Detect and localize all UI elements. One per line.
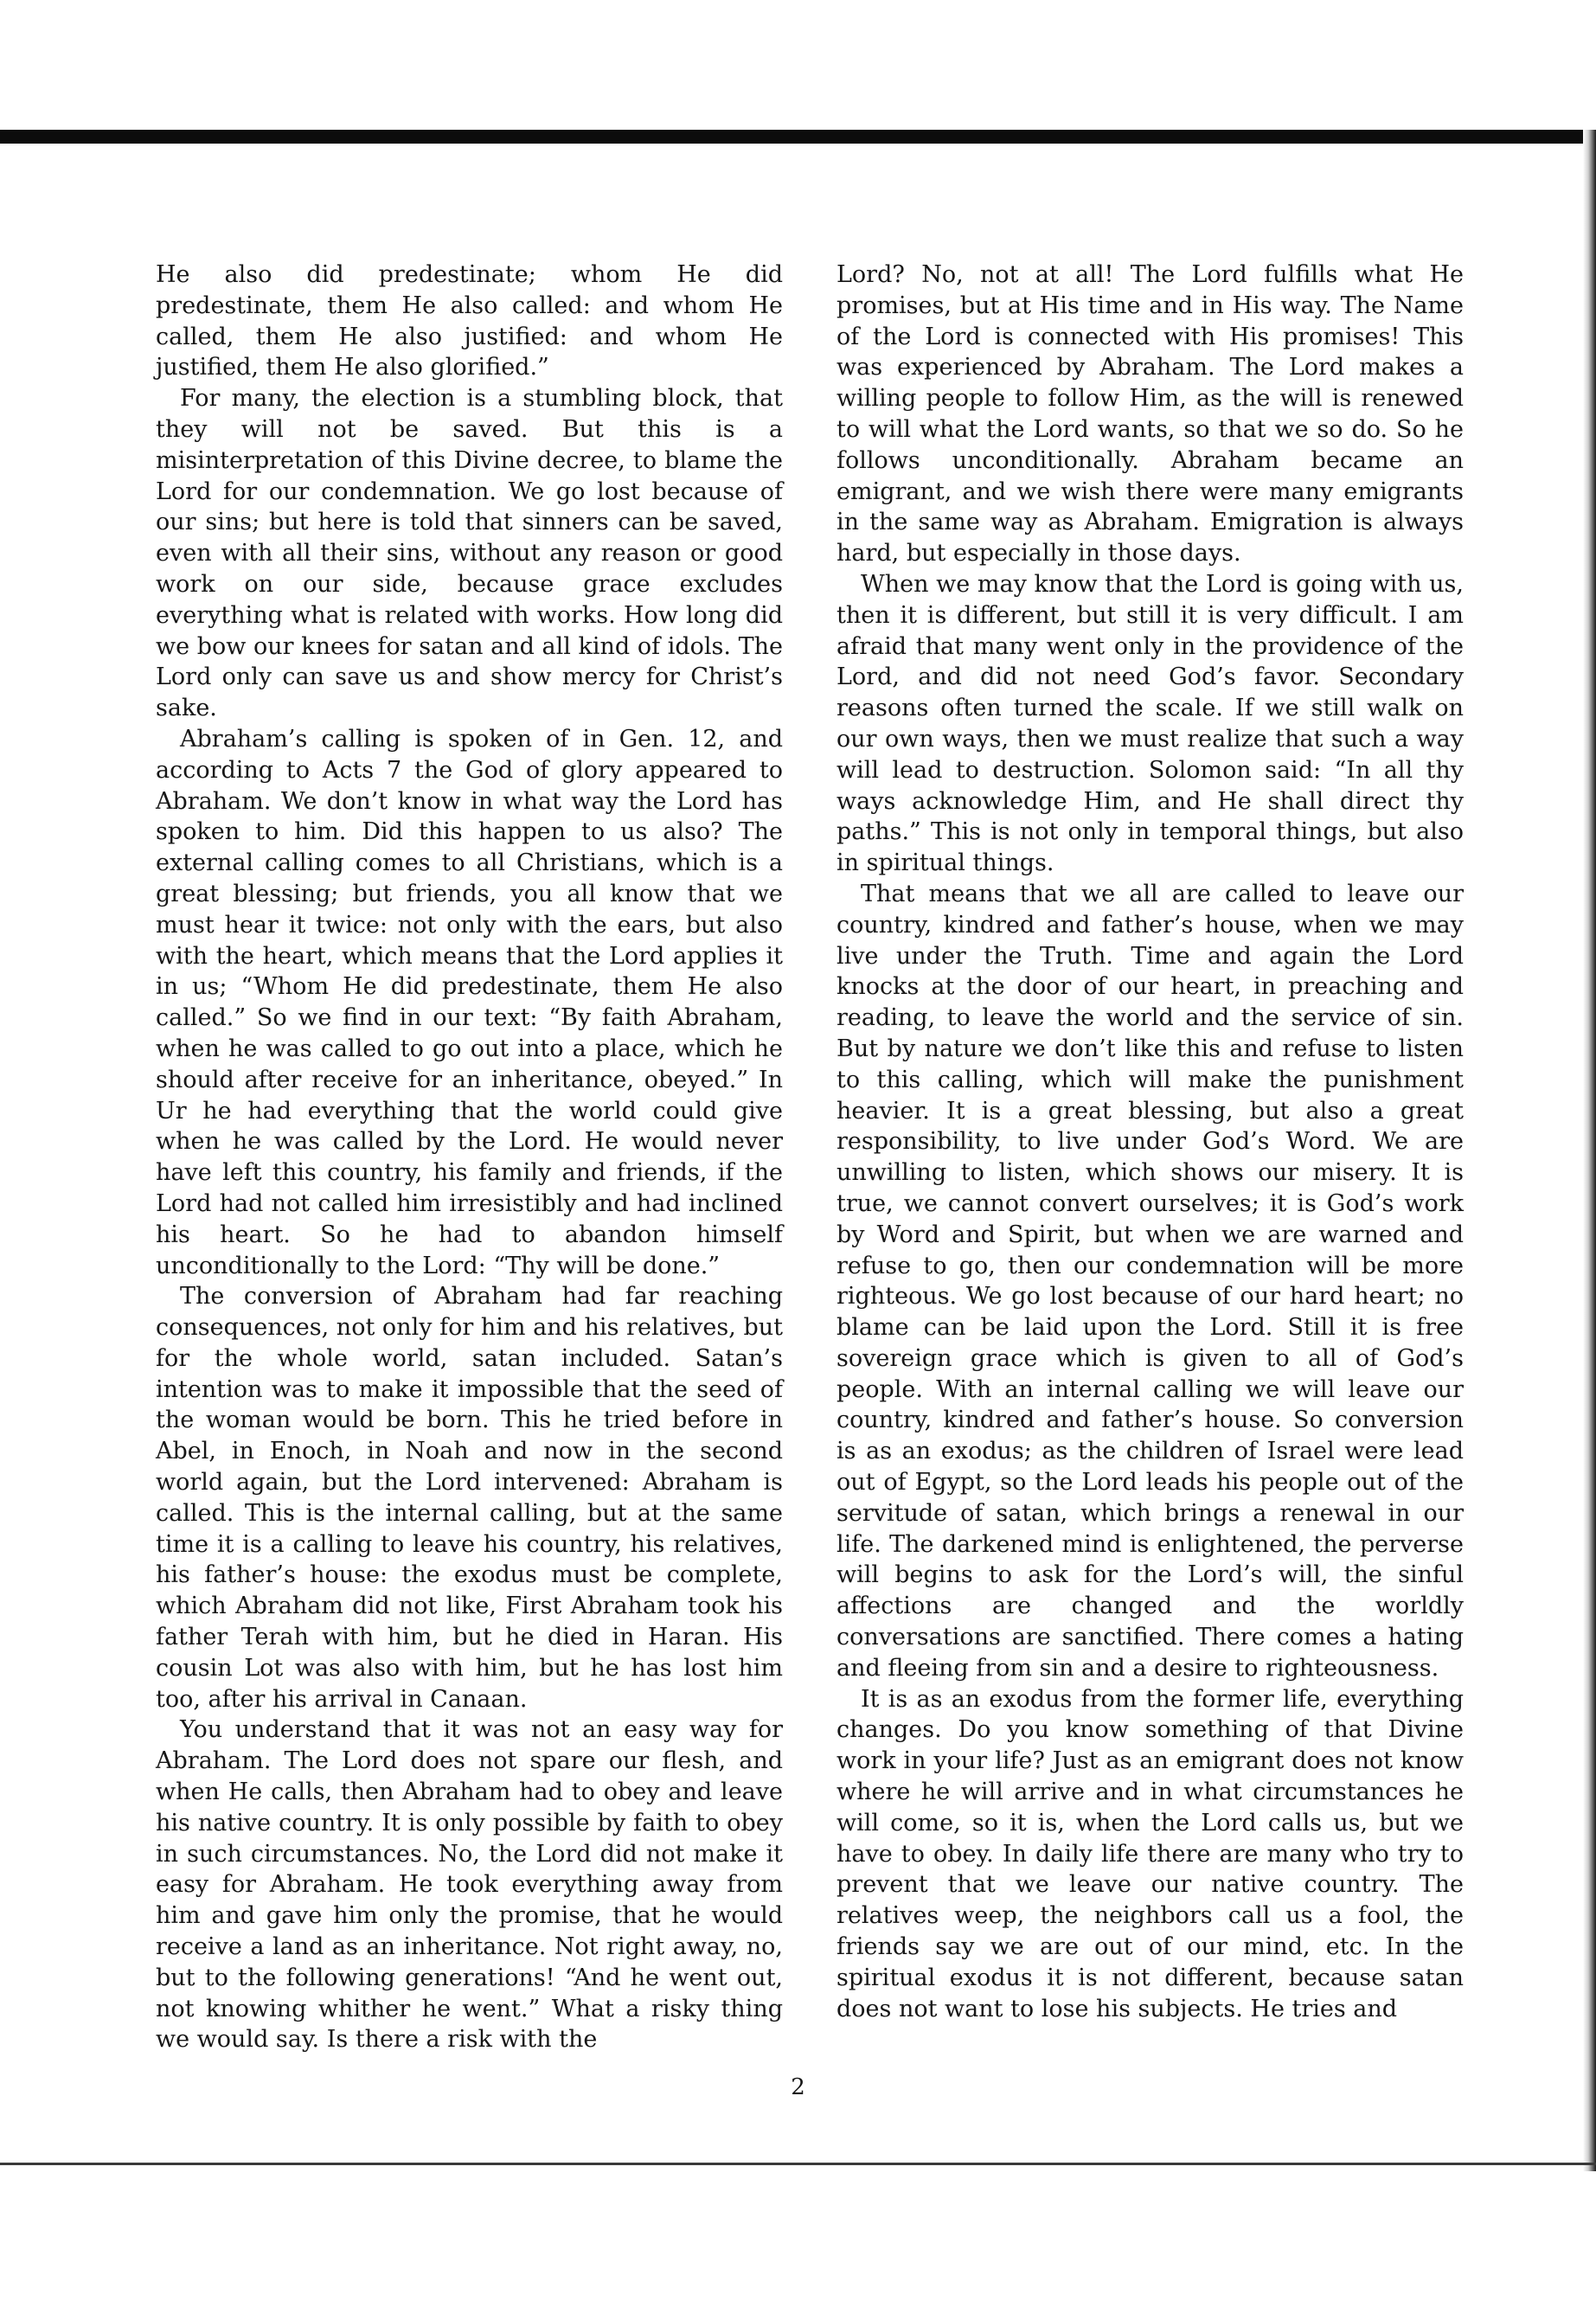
paragraph: That means that we all are called to leave our country, kindred and father’s house, when we may live under the Truth. Time and again the Lord knocks at the door of our heart, in preaching and reading, to leave the world and the service of sin. But by nature we don’t like this and refuse to listen to this calling, which will make the punishment heavier. It is a great blessing, but also a great responsibility, to live under God’s Word. We are unwilling to listen, which shows our misery. It is true, we cannot convert ourselves; it is God’s work by Word and Spirit, but when we are warned and refuse to go, then our condemnation will be more righteous. We go lost because of our hard heart; no blame can be laid upon the Lord. Still it is free sovereign grace which is given to all of God’s people. With an internal calling we will leave our country, kindred and father’s house. So conversion is as an exodus; as the children of Israel were lead out of Egypt, so the Lord leads his people out of the servitude of satan, which brings a renewal in our life. The darkened mind is enlightened, the perverse will begins to ask for the Lord’s will, the sinful affections are changed and the worldly conversations are sanctified. There comes a hating and fleeing from sin and a desire to righteousness. — [836, 880, 1464, 1682]
page-number: 2 — [791, 2074, 805, 2100]
scan-right-border — [1583, 130, 1596, 2171]
scan-bottom-border — [0, 2163, 1596, 2165]
paragraph: Abraham’s calling is spoken of in Gen. 12, and according to Acts 7 the God of glory appeared to Abraham. We don’t know in what way the Lord has spoken to him. Did this happen to us also? The external calling comes to all Christians, which is a great blessing; but friends, you all know that we must hear it twice: not only with the ears, but also with the heart, which means that the Lord applies it in us; “Whom He did predestinate, them He also called.” So we find in our text: “By faith Abraham, when he was called to go out into a place, which he should after receive for an inheritance, obeyed.” In Ur he had everything that the world could give when he was called by the Lord. He would never have left this country, his family and friends, if the Lord had not called him irresistibly and had inclined his heart. So he had to abandon himself unconditionally to the Lord: “Thy will be done.” — [156, 725, 783, 1279]
left-text-column — [156, 260, 783, 2055]
paragraph: He also did predestinate; whom He did predestinate, them He also called: and whom He called, them He also justified: and whom He justified, them He also glorified.” — [156, 261, 783, 381]
paragraph: It is as an exodus from the former life, everything changes. Do you know something of that Divine work in your life? Just as an emigrant does not know where he will arrive and in what circumstances he will come, so it is, when the Lord calls us, but we have to obey. In daily life there are many who try to prevent that we leave our native country. The relatives weep, the neighbors call us a fool, the friends say we are out of our mind, etc. In the spiritual exodus it is not different, because satan does not want to lose his subjects. He tries and — [836, 1685, 1464, 2022]
scan-top-border — [0, 130, 1596, 144]
paragraph: The conversion of Abraham had far reaching consequences, not only for him and his relatives, but for the whole world, satan included. Satan’s intention was to make it impossible that the seed of the woman would be born. This he tried before in Abel, in Enoch, in Noah and now in the second world again, but the Lord intervened: Abraham is called. This is the internal calling, but at the same time it is a calling to leave his country, his relatives, his father’s house: the exodus must be complete, which Abraham did not like, First Abraham took his father Terah with him, but he died in Haran. His cousin Lot was also with him, but he has lost him too, after his arrival in Canaan. — [156, 1283, 783, 1713]
right-text-column — [836, 260, 1464, 2024]
paragraph: You understand that it was not an easy way for Abraham. The Lord does not spare our flesh, and when He calls, then Abraham had to obey and leave his native country. It is only possible by faith to obey in such circumstances. No, the Lord did not make it easy for Abraham. He took everything away from him and gave him only the promise, that he would receive a land as an inheritance. Not right away, no, but to the following generations! “And he went out, not knowing whither he went.” What a risky thing we would say. Is there a risk with the — [156, 1716, 783, 2054]
paragraph: When we may know that the Lord is going with us, then it is different, but still it is very difficult. I am afraid that many went only in the providence of the Lord, and did not need God’s favor. Secondary reasons often turned the scale. If we still walk on our own ways, then we must realize that such a way will lead to destruction. Solomon said: “In all thy ways acknowledge Him, and He shall direct thy paths.” This is not only in temporal things, but also in spiritual things. — [836, 570, 1464, 877]
paragraph: For many, the election is a stumbling block, that they will not be saved. But this is a misinterpretation of this Divine decree, to blame the Lord for our condemnation. We go lost because of our sins; but here is told that sinners can be saved, even with all their sins, without any reason or good work on our side, because grace excludes everything what is related with works. How long did we bow our knees for satan and all kind of idols. The Lord only can save us and show mercy for Christ’s sake. — [156, 385, 783, 722]
paragraph: Lord? No, not at all! The Lord fulfills what He promises, but at His time and in His way. The Name of the Lord is connected with His promises! This was experienced by Abraham. The Lord makes a willing people to follow Him, as the will is renewed to will what the Lord wants, so that we so do. So he follows unconditionally. Abraham became an emigrant, and we wish there were many emigrants in the same way as Abraham. Emigration is always hard, but especially in those days. — [836, 261, 1464, 567]
